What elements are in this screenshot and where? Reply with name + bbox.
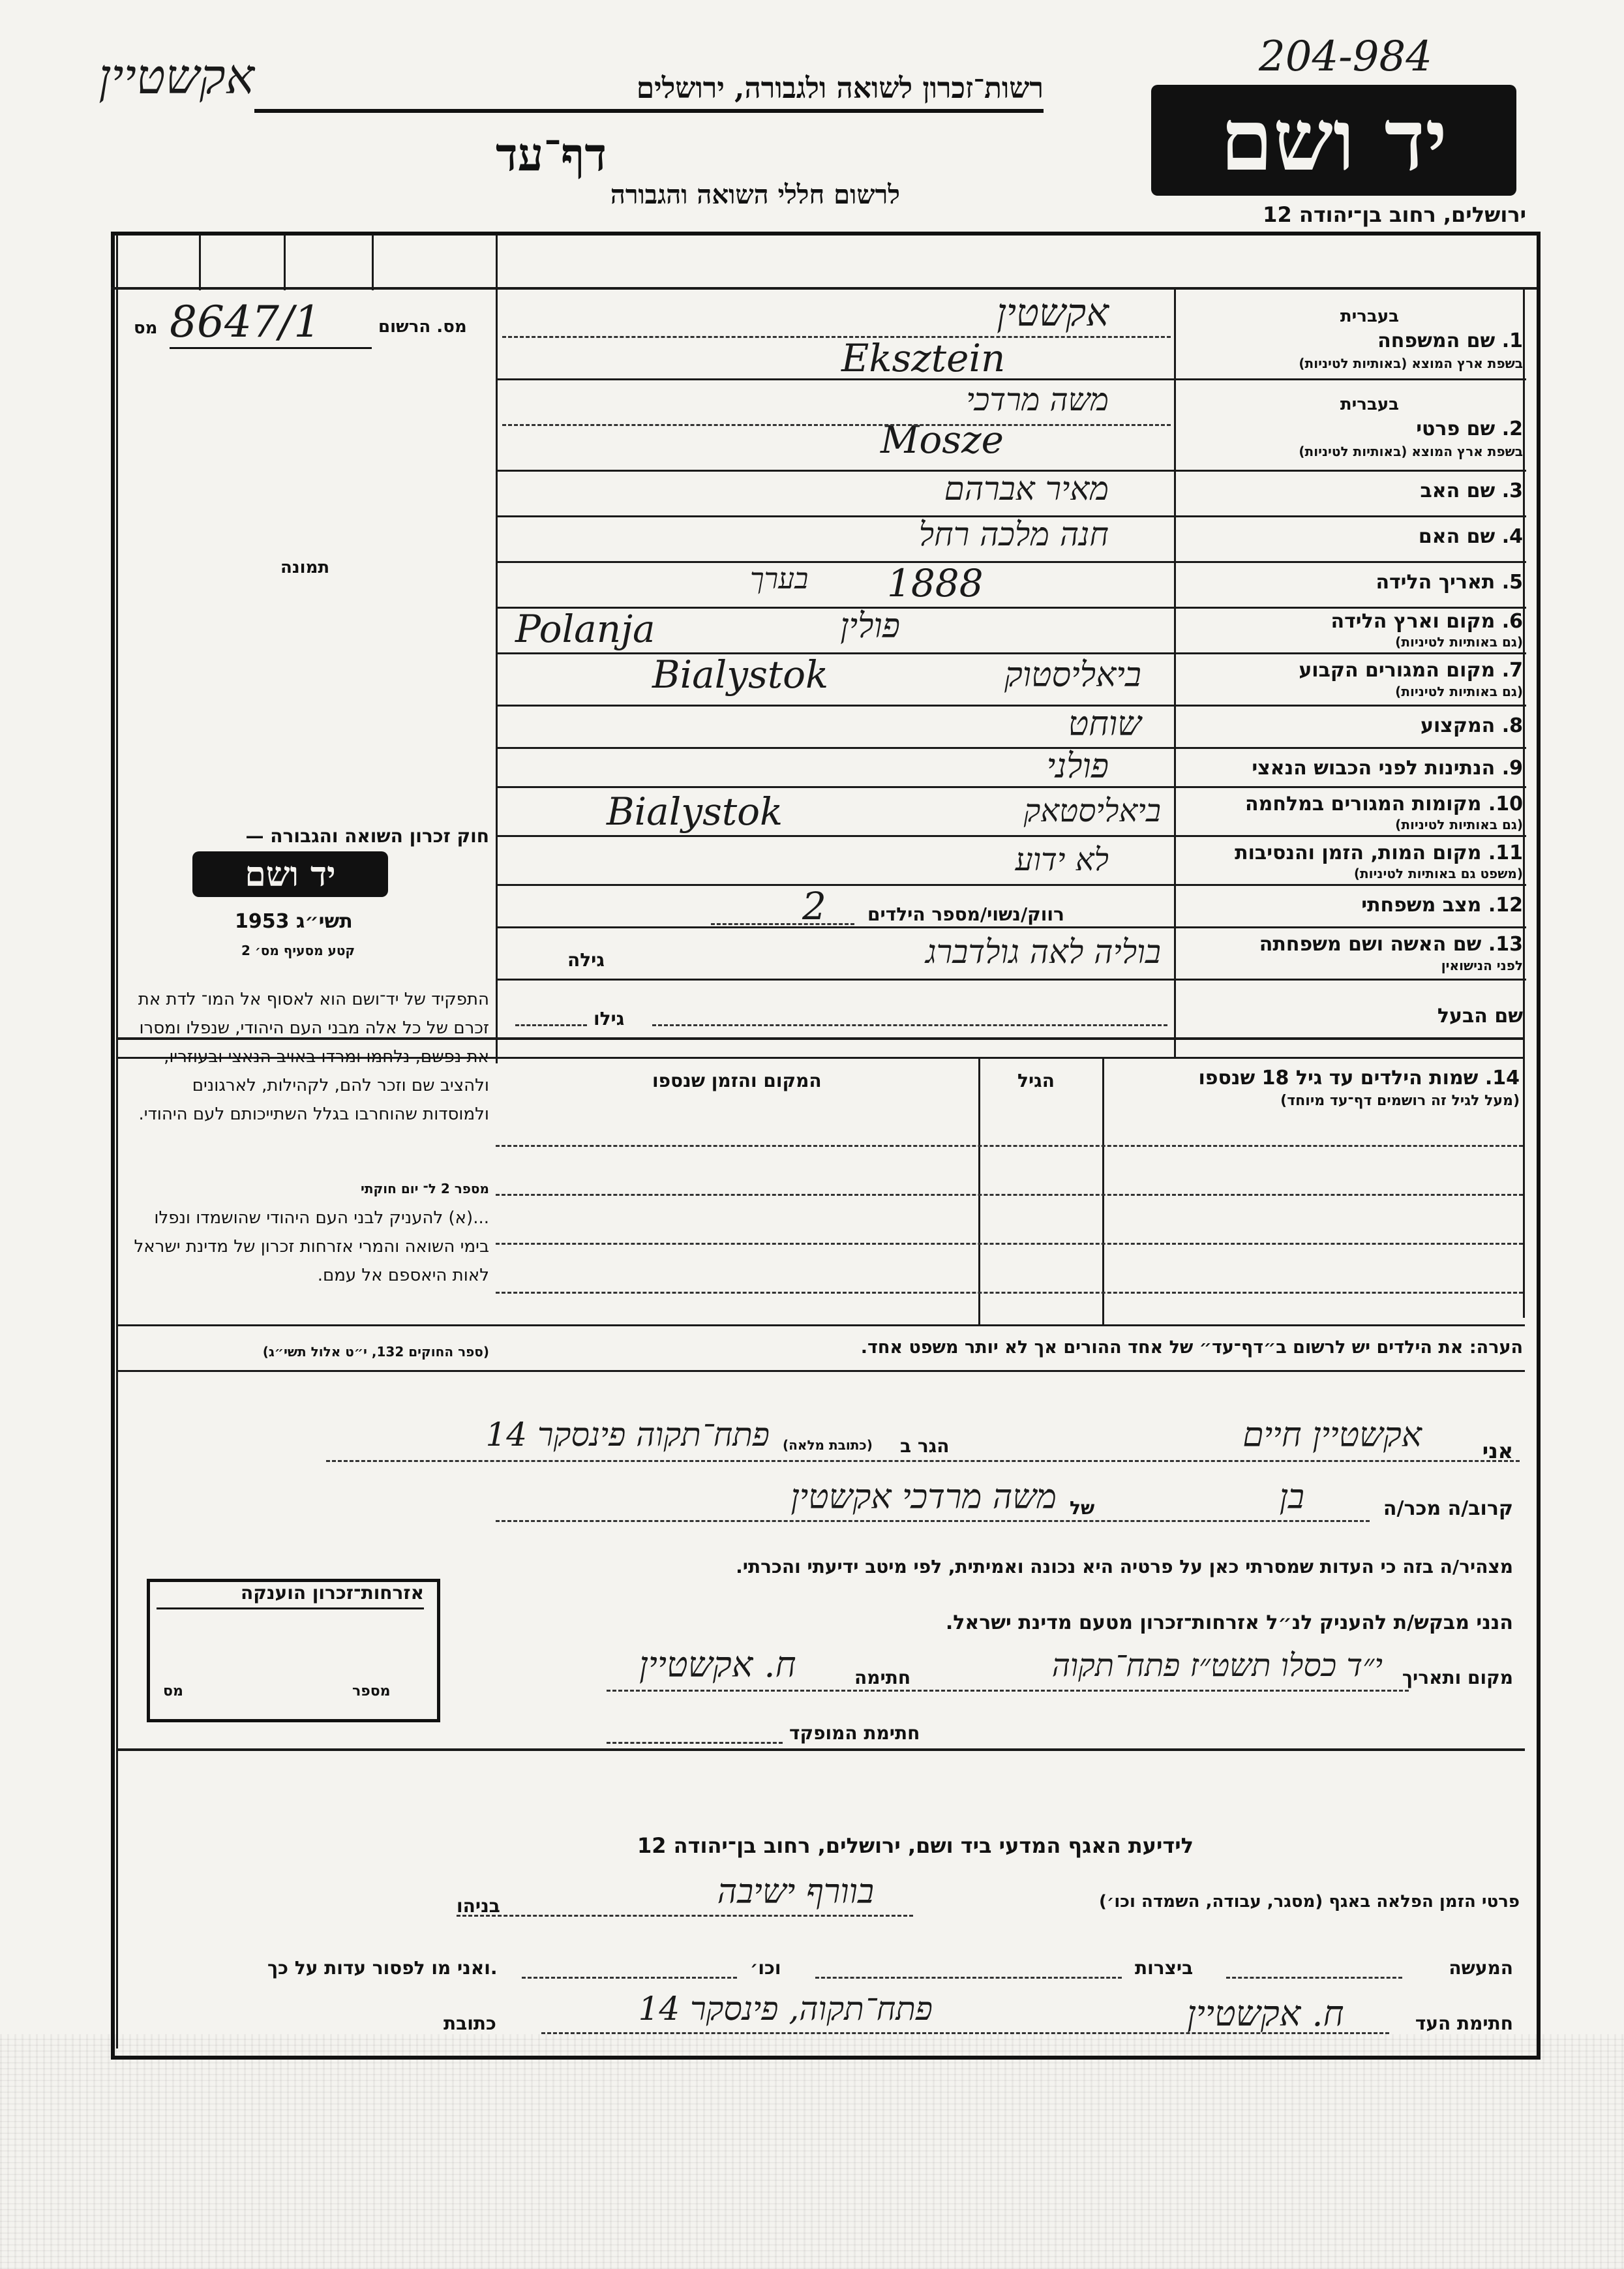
- f5-value: 1888: [887, 561, 984, 605]
- f11-sub: (משפט גם באותיות לטיניות): [1353, 866, 1523, 881]
- f14-col-age: הגיל: [1017, 1070, 1055, 1091]
- f12-label: 12. מצב משפחתי: [1361, 894, 1523, 917]
- footer-to-line: לידיעת האגף המדעי ביד ושם, ירושלים, רחוב בן־יהודה 12: [637, 1833, 1194, 1858]
- f1-sub: בשפת ארץ המוצא (באותיות לטיניות): [1299, 356, 1523, 371]
- informant-label: אני: [1482, 1439, 1513, 1463]
- law-paragraph-1-note: מספר 2 ל־ יום חוקתי: [360, 1181, 489, 1196]
- f9-label: 9. הנתינות לפני הכבוש הנאצי: [1252, 757, 1523, 780]
- details-end: ואני מו לפסור עדות על כך.: [267, 1957, 498, 1979]
- relation-label: קרוב/ה מכר/ה: [1383, 1497, 1513, 1520]
- law-paragraph-2: ...(א) להעניק לבני העם היהודי שהושמדו ונפלו בימי השואה והמרי אזרחות זכרון של מדינת ישראל לאות היאספם אל עמם.: [134, 1208, 489, 1285]
- declaration-request: הנני מבקש/ת להעניק לנ״ל אזרחות־זכרון מטעם מדינת ישראל.: [945, 1611, 1513, 1634]
- photo-label: תמונה: [280, 558, 330, 577]
- f7-label: 7. מקום המגורים הקבוע: [1299, 659, 1523, 682]
- f3-label: 3. שם האב: [1420, 480, 1523, 502]
- declaration-statement: מצהיר/ה בזה כי העדות שמסרתי כאן על פרטיה היא נכונה ואמיתית, לפי מיטב ידיעתי והכרתי.: [736, 1556, 1513, 1577]
- scan-noise: [0, 2034, 1624, 2269]
- footer-address-label: כתובת: [444, 2013, 496, 2034]
- relation-value: בן: [1279, 1478, 1304, 1517]
- informant-signature: ח. אקשטיין: [639, 1644, 796, 1685]
- f13-label: 13. שם האשה ושם משפחתה: [1259, 933, 1523, 956]
- f5-note: בערך: [750, 562, 809, 596]
- org-line: רשות־זכרון לשואה ולגבורה, ירושלים: [254, 72, 1044, 113]
- law-logo: יד ושם: [192, 851, 388, 897]
- f1-latin-value: Eksztein: [841, 336, 1006, 380]
- f11-label: 11. מקום המות, הזמן והנסיבות: [1235, 842, 1523, 864]
- signature-label: חתימה: [854, 1667, 911, 1688]
- f13-value: בוליה לאה גולדברג: [925, 933, 1161, 971]
- husband-label: שם הבעל: [1437, 1005, 1523, 1028]
- f4-value: חנה מלכה רחל: [918, 515, 1109, 553]
- note: הערה: את הילדים יש לרשום ב״דף־עד״ של אחד ההורים אך לא יותר משפט אחד.: [860, 1337, 1523, 1358]
- f3-value: מאיר אברהם: [944, 470, 1109, 508]
- f10-label: 10. מקומות המגורים במלחמה: [1245, 793, 1523, 815]
- f14-label: 14. שמות הילדים עד גיל 18 שנספו: [1198, 1067, 1520, 1089]
- official-signature-label: חתימת המופקד: [789, 1722, 920, 1744]
- f2-sub: בשפת ארץ המוצא (באותיות לטיניות): [1299, 444, 1523, 459]
- f6-latin-value: Polanja: [515, 607, 655, 651]
- f4-label: 4. שם האם: [1418, 525, 1523, 548]
- informant-value: אקשטיין חיים: [1242, 1416, 1422, 1455]
- f1-lang: בעברית: [1340, 307, 1399, 326]
- law-year: תשי״ג 1953: [235, 910, 353, 933]
- f10-hebrew-value: ביאליסטאק: [1023, 793, 1161, 829]
- residing-value: פתח־תקוה פינסקר 14: [485, 1416, 770, 1454]
- law-clause: קטע מסעיף מס׳ 2: [241, 943, 355, 958]
- details-label: המעשה: [1449, 1957, 1513, 1979]
- f1-hebrew-value: אקשטין: [997, 290, 1109, 335]
- f14-col-place: המקום והזמן שנספו: [652, 1070, 822, 1091]
- f7-sub: (גם באותיות לטיניות): [1395, 684, 1523, 699]
- f8-label: 8. המקצוע: [1421, 714, 1523, 737]
- form-title: דף־עד: [496, 127, 607, 181]
- of-label: של: [1070, 1497, 1095, 1519]
- registration-number: 8647/1: [170, 297, 372, 349]
- archive-number: 204-984: [1259, 33, 1432, 81]
- citizenship-box-title: אזרחות־זכרון הוענקה: [157, 1582, 424, 1609]
- place-date-value: י״ד כסלו תשט״ז פתח־תקוה: [1051, 1647, 1383, 1684]
- citizenship-box-number: מספר: [352, 1683, 391, 1699]
- f9-value: פולני: [1046, 747, 1109, 786]
- f13-age-label: גילה: [567, 949, 605, 971]
- yad-vashem-logo: יד ושם: [1151, 85, 1516, 196]
- law-title: חוק זכרון השואה והגבורה —: [245, 825, 489, 847]
- of-value: משה מרדכי אקשטין: [790, 1478, 1057, 1517]
- f7-hebrew-value: ביאליסטוק: [1004, 656, 1141, 695]
- f12-sub: רווק/נשוי/מספר הילדים: [867, 904, 1064, 925]
- work-suffix: בניהו: [457, 1895, 500, 1917]
- f5-label: 5. תאריך הלידה: [1376, 571, 1523, 594]
- f11-value: לא ידוע: [1015, 842, 1109, 878]
- footer-signature: ח. אקשטיין: [1187, 1993, 1344, 2034]
- address: ירושלים, רחוב בן־יהודה 12: [1263, 202, 1526, 227]
- residing-label: הגר ב: [900, 1435, 950, 1457]
- f14-sub: (מעל לגיל זה רושמים דף־עד מיוחד): [1280, 1093, 1520, 1109]
- citizenship-box-prefix: מס: [163, 1683, 183, 1699]
- details-mid-1: ביצרות: [1135, 1957, 1194, 1979]
- f6-label: 6. מקום וארץ הלידה: [1331, 610, 1523, 633]
- f12-value: 2: [802, 884, 826, 928]
- law-paragraph-1: התפקיד של יד־ושם הוא לאסוף אל המו־ לדת את זכרם של כל אלה מבני העם היהודי, שנפלו ומסרו את נפשם, נלחמו ומרדו באויב הנאצי ובעוזריו, ולהציב שם וזכר להם, לקהילות, לארגונים ולמוסדות שהוחרבו בגלל השתייכותם לעם היהודי.: [138, 990, 489, 1124]
- registration-label: מס. הרשום: [378, 317, 467, 337]
- f6-hebrew-value: פולין: [840, 607, 900, 646]
- law-source: (ספר החוקים 132, י״ט אלול תשי״ג): [262, 1344, 489, 1360]
- work-value: בוורף ישיבה: [717, 1872, 874, 1911]
- work-label: פרטי הזמן הפלאה באגף (מסגר, עבודה, השמדה וכו׳): [1098, 1892, 1520, 1911]
- f10-latin-value: Bialystok: [607, 789, 783, 834]
- f2-hebrew-value: משה מרדכי: [966, 382, 1109, 418]
- f2-lang: בעברית: [1340, 395, 1399, 414]
- f7-latin-value: Bialystok: [652, 652, 829, 697]
- footer-address: פתח־תקוה, פינסקר 14: [638, 1990, 933, 2028]
- f6-sub: (גם באותיות לטיניות): [1395, 634, 1523, 650]
- husband-age-label: גילו: [594, 1008, 625, 1029]
- f2-label: 2. שם פרטי: [1416, 418, 1523, 440]
- f10-sub: (גם באותיות לטיניות): [1395, 817, 1523, 832]
- f2-latin-value: Mosze: [880, 418, 1004, 462]
- form-subtitle: לרשום חללי השואה והגבורה: [610, 179, 900, 210]
- registration-prefix: מס: [134, 318, 158, 338]
- details-mid-2: וכו׳: [750, 1957, 781, 1979]
- f13-sub: לפני הנישואין: [1441, 958, 1523, 973]
- residing-sub: (כתובת מלאה): [783, 1437, 873, 1453]
- f1-label: 1. שם המשפחה: [1377, 329, 1523, 352]
- top-handwritten-name: אקשטיין: [98, 49, 254, 105]
- place-date-label: מקום ותאריך: [1402, 1667, 1513, 1688]
- footer-signature-label: חתימת העד: [1415, 2013, 1513, 2034]
- f8-value: שוחט: [1068, 705, 1141, 744]
